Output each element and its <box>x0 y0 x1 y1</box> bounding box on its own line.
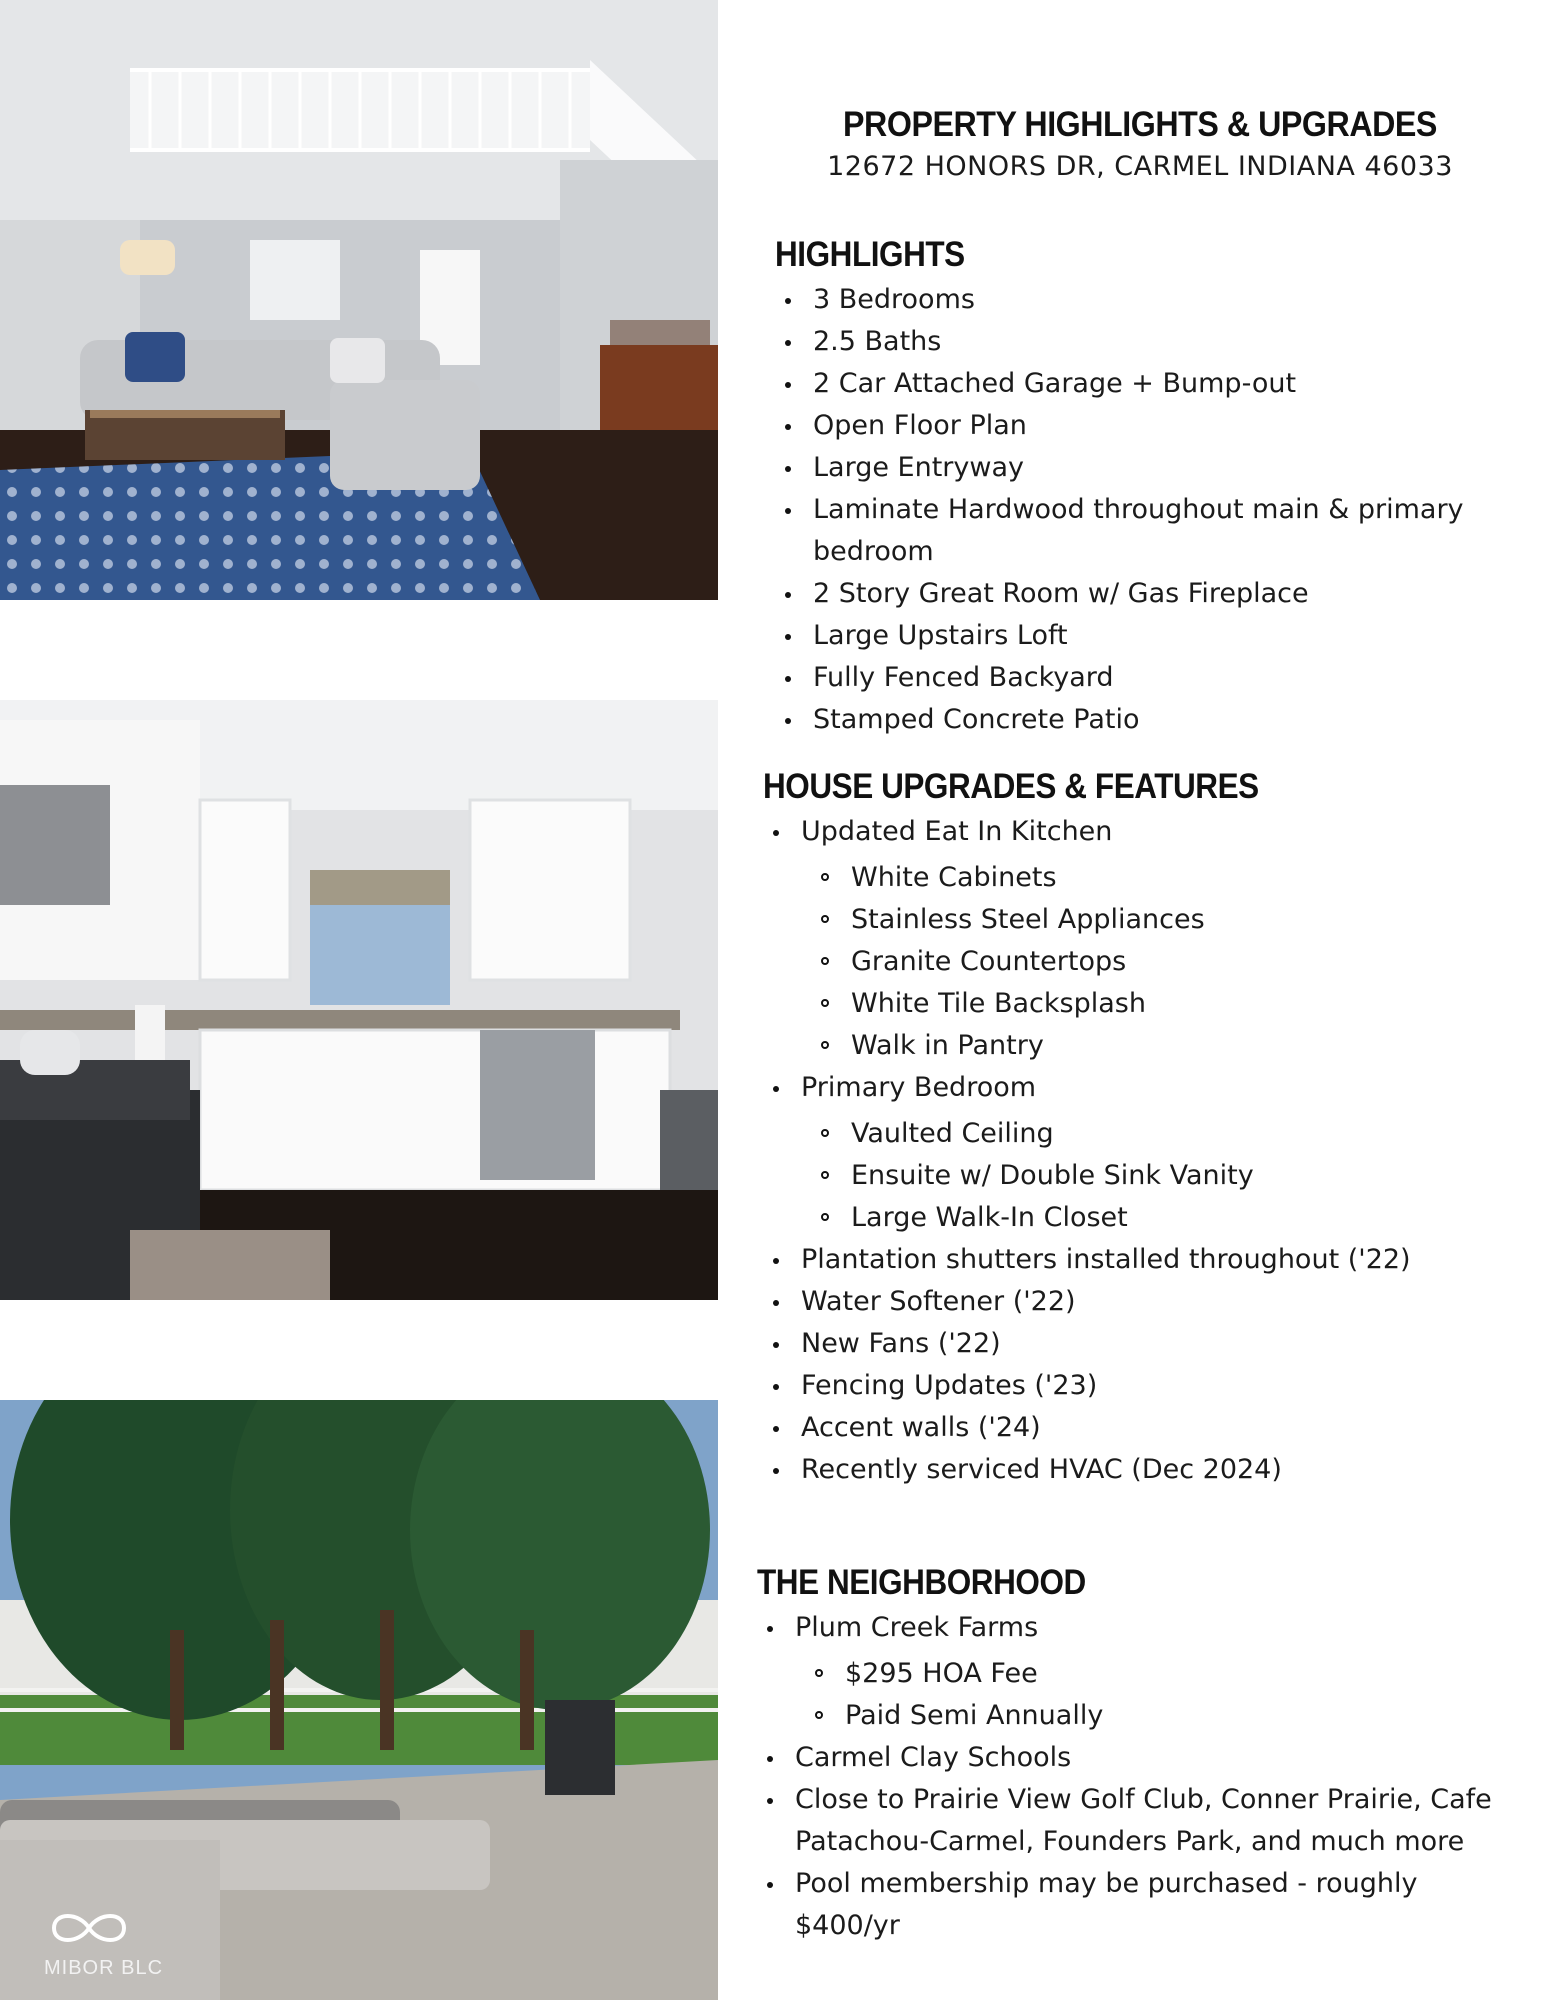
list-item: Plantation shutters installed throughout ('22) <box>763 1239 1523 1281</box>
mibor-blc-logo <box>44 1907 163 1980</box>
list-item: 2 Car Attached Garage + Bump-out <box>775 363 1525 405</box>
kitchen-illustration <box>0 700 718 1300</box>
sub-list <box>795 1653 1525 1737</box>
infinity-icon <box>44 1907 134 1949</box>
list-item: Water Softener ('22) <box>763 1281 1523 1323</box>
living-room-illustration <box>0 0 718 600</box>
sub-list <box>801 857 1523 1067</box>
list-item: Accent walls ('24) <box>763 1407 1523 1449</box>
property-info <box>755 105 1525 1941</box>
list-item: Large Upstairs Loft <box>775 615 1525 657</box>
sub-list-item: Vaulted Ceiling <box>801 1113 1523 1155</box>
list-item-label: Updated Eat In Kitchen <box>801 816 1113 847</box>
sub-list-item: Walk in Pantry <box>801 1025 1523 1067</box>
sub-list-item: Stainless Steel Appliances <box>801 899 1523 941</box>
sub-list-item: Ensuite w/ Double Sink Vanity <box>801 1155 1523 1197</box>
list-item: Fencing Updates ('23) <box>763 1365 1523 1407</box>
list-item <box>763 811 1523 1067</box>
page-title: PROPERTY HIGHLIGHTS & UPGRADES <box>843 105 1437 144</box>
list-item: New Fans ('22) <box>763 1323 1523 1365</box>
list-item-label: Primary Bedroom <box>801 1072 1037 1103</box>
sub-list-item: Large Walk-In Closet <box>801 1197 1523 1239</box>
list-item <box>757 1607 1525 1737</box>
highlights-section <box>775 235 1525 741</box>
list-item: Close to Prairie View Golf Club, Conner Prairie, Cafe Patachou-Carmel, Founders Park, and much more <box>757 1779 1525 1863</box>
highlights-list <box>775 279 1525 741</box>
list-item <box>763 1067 1523 1239</box>
neighborhood-section <box>757 1563 1525 1947</box>
list-item: 3 Bedrooms <box>775 279 1525 321</box>
property-address: 12672 HONORS DR, CARMEL INDIANA 46033 <box>827 151 1453 182</box>
logo-text: MIBOR BLC <box>44 1957 164 1979</box>
list-item: 2 Story Great Room w/ Gas Fireplace <box>775 573 1525 615</box>
list-item: 2.5 Baths <box>775 321 1525 363</box>
list-item: Fully Fenced Backyard <box>775 657 1525 699</box>
highlights-heading: HIGHLIGHTS <box>775 235 965 274</box>
sub-list-item: Paid Semi Annually <box>795 1695 1525 1737</box>
list-item: Recently serviced HVAC (Dec 2024) <box>763 1449 1523 1491</box>
list-item: Laminate Hardwood throughout main & primary bedroom <box>775 489 1525 573</box>
sub-list-item: Granite Countertops <box>801 941 1523 983</box>
sub-list-item: White Cabinets <box>801 857 1523 899</box>
sub-list-item: $295 HOA Fee <box>795 1653 1525 1695</box>
neighborhood-list <box>757 1607 1525 1947</box>
list-item-label: Plum Creek Farms <box>795 1612 1039 1643</box>
living-room-photo <box>0 0 718 600</box>
upgrades-list <box>763 811 1523 1491</box>
list-item: Carmel Clay Schools <box>757 1737 1525 1779</box>
list-item: Pool membership may be purchased - roughly $400/yr <box>757 1863 1525 1947</box>
upgrades-section <box>763 767 1523 1491</box>
sub-list-item: White Tile Backsplash <box>801 983 1523 1025</box>
sub-list <box>801 1113 1523 1239</box>
list-item: Large Entryway <box>775 447 1525 489</box>
kitchen-photo <box>0 700 718 1300</box>
list-item: Open Floor Plan <box>775 405 1525 447</box>
upgrades-heading: HOUSE UPGRADES & FEATURES <box>763 767 1259 806</box>
list-item: Stamped Concrete Patio <box>775 699 1525 741</box>
neighborhood-heading: THE NEIGHBORHOOD <box>757 1563 1086 1602</box>
